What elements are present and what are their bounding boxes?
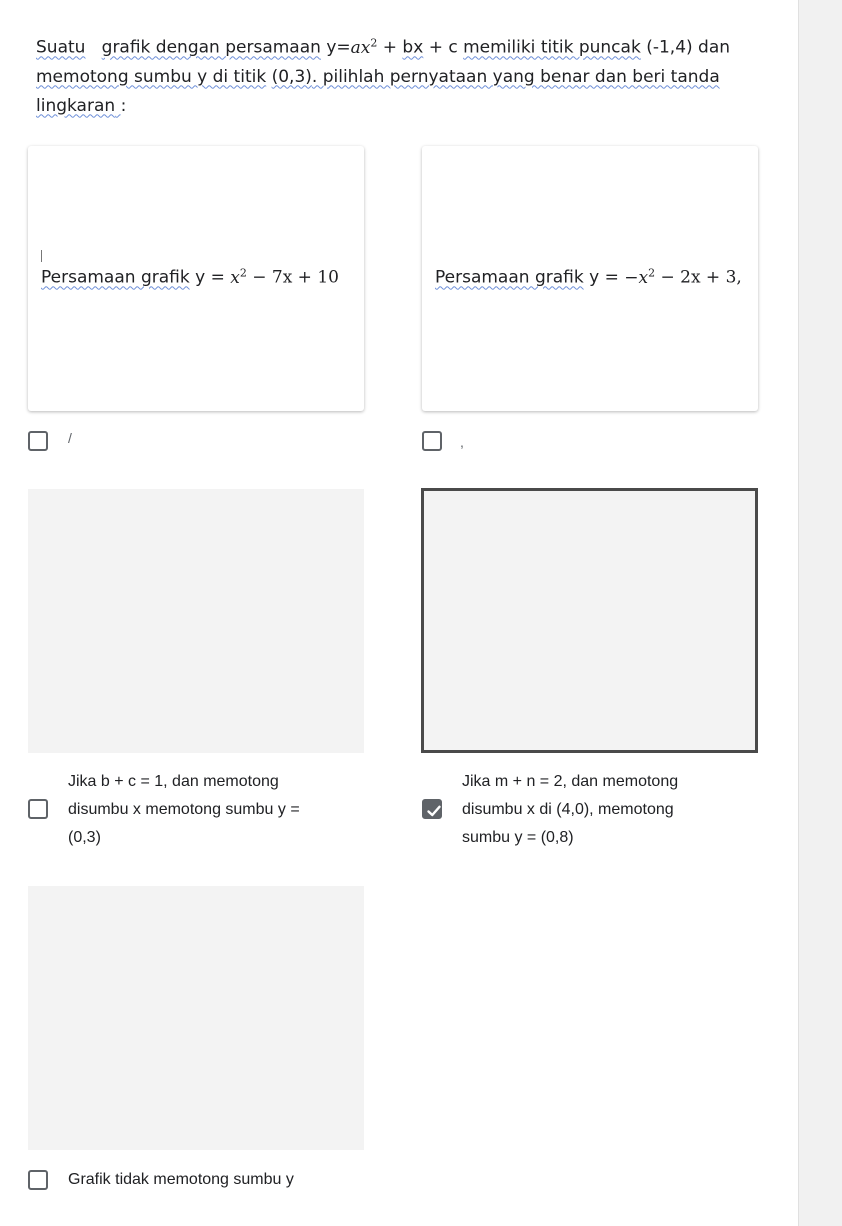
- question-phrase-sumbu: memotong sumbu y di titik: [36, 66, 267, 87]
- option-card-2[interactable]: [422, 146, 758, 411]
- question-word: Suatu: [36, 37, 86, 58]
- option-4-checkbox-checked[interactable]: [422, 799, 442, 819]
- question-colon: :: [120, 95, 127, 116]
- option-3-image[interactable]: [28, 489, 364, 753]
- option-3-checkbox[interactable]: [28, 799, 48, 819]
- question-plus: +: [382, 37, 398, 58]
- question-phrase-puncak: memiliki titik puncak: [463, 37, 641, 58]
- scrollbar-track[interactable]: [798, 0, 842, 1226]
- question-intercept: (0,3): [271, 66, 312, 87]
- question-vertex: (-1,4) dan: [646, 37, 731, 58]
- option-1-text: Persamaan grafik $y = x^2 - 7x + 10$: [41, 266, 339, 288]
- option-5-image[interactable]: [28, 886, 364, 1150]
- option-4-image-selected[interactable]: [421, 488, 758, 753]
- option-5-checkbox[interactable]: [28, 1170, 48, 1190]
- question-text: [36, 28, 756, 121]
- question-eq-c: + c: [428, 37, 458, 58]
- question-eq-ax: $ax^2$: [350, 36, 378, 58]
- option-3-label: Jika b + c = 1, dan memotong disumbu x memotong sumbu y = (0,3): [68, 773, 300, 846]
- option-2-text: Persamaan grafik $y = -x^2 - 2x + 3$,: [435, 266, 742, 288]
- option-4-label: Jika m + n = 2, dan memotong disumbu x di (4,0), memotong sumbu y = (0,8): [462, 773, 679, 846]
- checkmark-icon: [426, 803, 442, 819]
- question-eq-y: y=: [326, 37, 351, 58]
- question-eq-bx: bx: [402, 37, 424, 58]
- option-2-mark: ,: [460, 434, 464, 450]
- option-5-label: Grafik tidak memotong sumbu y: [68, 1171, 294, 1188]
- question-phrase: grafik dengan persamaan: [101, 37, 321, 58]
- text-cursor: [41, 250, 42, 262]
- option-1-mark: /: [68, 430, 72, 446]
- option-1-checkbox[interactable]: [28, 431, 48, 451]
- question-instruction: . pilihlah pernyataan yang benar dan beri tanda: [311, 66, 720, 87]
- option-2-checkbox[interactable]: [422, 431, 442, 451]
- question-word-lingkaran: lingkaran: [36, 95, 116, 116]
- option-card-1[interactable]: [28, 146, 364, 411]
